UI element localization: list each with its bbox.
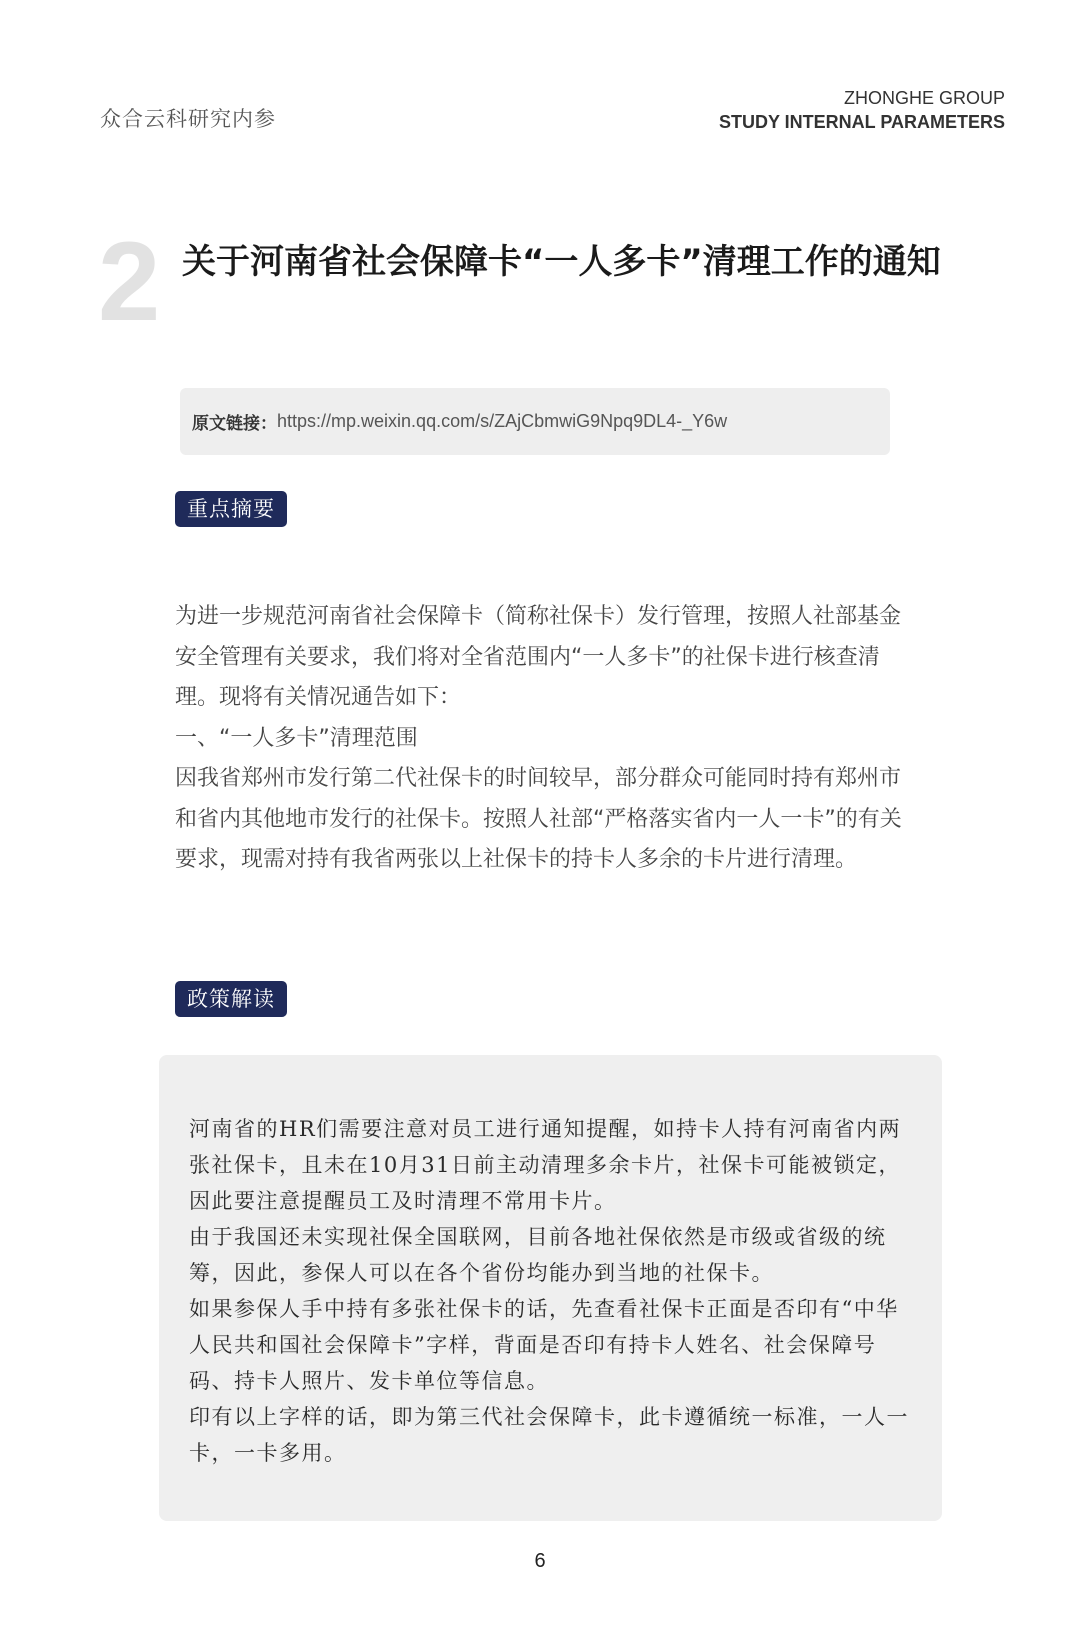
summary-paragraph: 一、“一人多卡”清理范围 bbox=[175, 725, 418, 751]
source-link-box bbox=[180, 388, 890, 455]
policy-box bbox=[159, 1055, 942, 1521]
summary-paragraph: 因我省郑州市发行第二代社保卡的时间较早，部分群众可能同时持有郑州市和省内其他地市发行的社保卡。按照人社部“严格落实省内一人一卡”的有关要求，现需对持有我省两张以上社保卡的持卡人多余的卡片进行清理。 bbox=[175, 766, 902, 872]
brand-tagline-line1: ZHONGHE GROUP bbox=[843, 88, 1005, 108]
summary-text bbox=[175, 597, 920, 881]
policy-tag: 政策解读 bbox=[175, 981, 287, 1017]
source-link-label: 原文链接： bbox=[192, 414, 277, 434]
brand-tagline-line2: STUDY INTERNAL PARAMETERS bbox=[718, 112, 1005, 132]
policy-paragraph: 如果参保人手中持有多张社保卡的话，先查看社保卡正面是否印有“中华人民共和国社会保障卡”字样，背面是否印有持卡人姓名、社会保障号码、持卡人照片、发卡单位等信息。 bbox=[189, 1297, 899, 1393]
summary-tag: 重点摘要 bbox=[175, 491, 287, 527]
policy-paragraph: 由于我国还未实现社保全国联网，目前各地社保依然是市级或省级的统筹，因此，参保人可以在各个省份均能办到当地的社保卡。 bbox=[189, 1225, 887, 1285]
brand-tagline bbox=[719, 86, 1005, 134]
summary-paragraph: 为进一步规范河南省社会保障卡（简称社保卡）发行管理，按照人社部基金安全管理有关要求，我们将对全省范围内“一人多卡”的社保卡进行核查清理。现将有关情况通告如下： bbox=[175, 604, 902, 710]
brand-name: 众合云科研究内参 bbox=[100, 107, 276, 131]
policy-paragraph: 河南省的HR们需要注意对员工进行通知提醒，如持卡人持有河南省内两张社保卡，且未在10月31日前主动清理多余卡片，社保卡可能被锁定，因此要注意提醒员工及时清理不常用卡片。 bbox=[189, 1117, 902, 1213]
policy-paragraph: 印有以上字样的话，即为第三代社会保障卡，此卡遵循统一标准，一人一卡，一卡多用。 bbox=[189, 1405, 909, 1465]
page-number: 6 bbox=[534, 1550, 546, 1572]
section-number: 2 bbox=[98, 219, 161, 344]
page-title: 关于河南省社会保障卡“一人多卡”清理工作的通知 bbox=[182, 242, 941, 282]
source-link-url[interactable]: https://mp.weixin.qq.com/s/ZAjCbmwiG9Npq9DL4-_Y6w bbox=[277, 411, 728, 431]
